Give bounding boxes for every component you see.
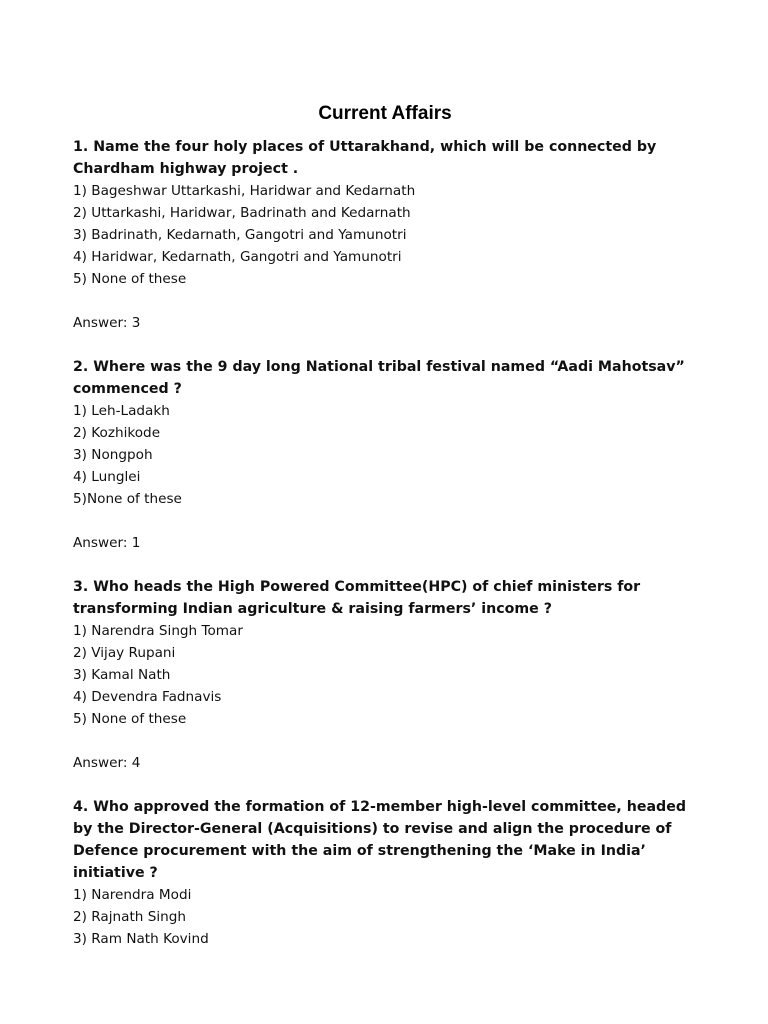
option-item: 1) Narendra Singh Tomar xyxy=(73,623,243,639)
option-item: 5) None of these xyxy=(73,271,187,287)
question-text: 4. Who approved the formation of 12-member high-level committee, headed by the Director-General (Acquisitions) to revise and align the procedure of Defence procurement with the aim of strengthening the ‘Make in India’ initiative ? xyxy=(73,799,686,881)
question-block-3 xyxy=(73,576,693,774)
option-item: 1) Narendra Modi xyxy=(73,887,192,903)
question-text: 2. Where was the 9 day long National tribal festival named “Aadi Mahotsav” commenced ? xyxy=(73,359,685,397)
option-list xyxy=(73,180,693,290)
option-item: 4) Devendra Fadnavis xyxy=(73,689,222,705)
answer-line: Answer: 3 xyxy=(73,315,141,331)
option-list xyxy=(73,884,693,950)
option-item: 3) Ram Nath Kovind xyxy=(73,931,209,947)
option-item: 2) Kozhikode xyxy=(73,425,161,441)
option-item: 3) Nongpoh xyxy=(73,447,153,463)
question-block-1 xyxy=(73,136,693,334)
option-item: 2) Rajnath Singh xyxy=(73,909,187,925)
option-list xyxy=(73,620,693,730)
question-text: 3. Who heads the High Powered Committee(HPC) of chief ministers for transforming Indian agriculture & raising farmers’ income ? xyxy=(73,579,641,617)
option-item: 3) Kamal Nath xyxy=(73,667,171,683)
question-block-2 xyxy=(73,356,693,554)
answer-line: Answer: 1 xyxy=(73,535,141,551)
option-item: 4) Haridwar, Kedarnath, Gangotri and Yamunotri xyxy=(73,249,402,265)
answer-line: Answer: 4 xyxy=(73,755,141,771)
question-text: 1. Name the four holy places of Uttarakhand, which will be connected by Chardham highway project . xyxy=(73,139,657,177)
option-item: 2) Vijay Rupani xyxy=(73,645,176,661)
document-page xyxy=(73,100,693,972)
option-item: 1) Bageshwar Uttarkashi, Haridwar and Kedarnath xyxy=(73,183,416,199)
option-item: 2) Uttarkashi, Haridwar, Badrinath and Kedarnath xyxy=(73,205,411,221)
page-title: Current Affairs xyxy=(318,103,452,124)
option-item: 5) None of these xyxy=(73,711,187,727)
option-item: 1) Leh-Ladakh xyxy=(73,403,170,419)
option-list xyxy=(73,400,693,510)
option-item: 3) Badrinath, Kedarnath, Gangotri and Yamunotri xyxy=(73,227,407,243)
question-block-4 xyxy=(73,796,693,950)
option-item: 5)None of these xyxy=(73,491,182,507)
option-item: 4) Lunglei xyxy=(73,469,141,485)
